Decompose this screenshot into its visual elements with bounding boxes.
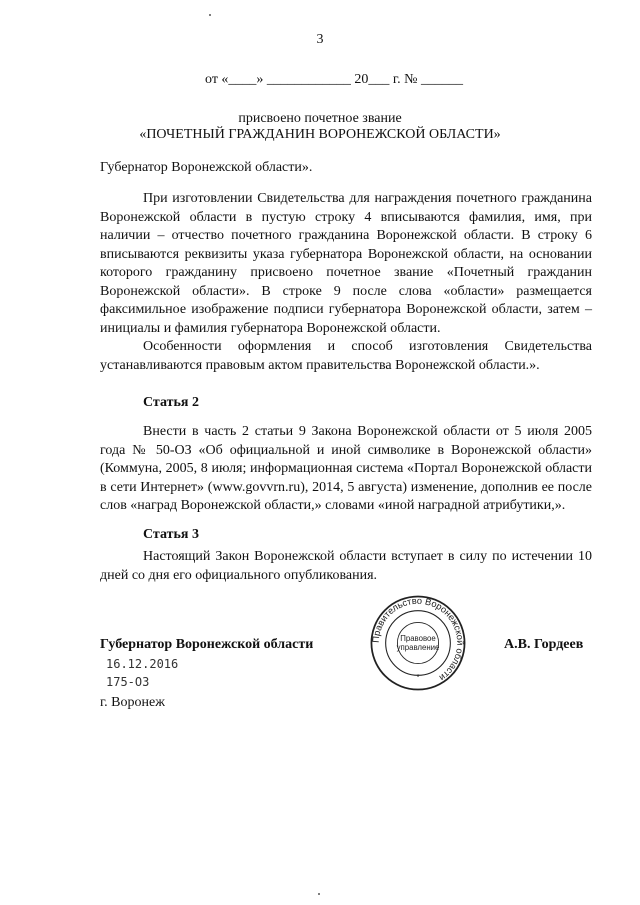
scan-speck [318,893,320,895]
date-number-line: от «____» ____________ 20___ г. № ______ [205,72,463,87]
body-paragraph-2: Особенности оформления и способ изготовления Свидетельства устанавливаются правовым актом правительства Воронежской области.». [100,339,592,373]
law-number: 175-ОЗ [106,675,150,689]
official-stamp [369,594,467,692]
signature-name: А.В. Гордеев [504,637,584,652]
page-number: 3 [316,32,324,47]
scan-speck [209,14,211,16]
article-2-text: Внести в часть 2 статьи 9 Закона Воронежской области от 5 июля 2005 года № 50-ОЗ «Об официальной и иной символике в Воронежской области» (Коммуна, 2005, 8 июля; информационная система «Портал Воронежской области в сети Интернет» (www.govvrn.ru), 2014, 5 августа) изменение, дополнив ее после слов «наград Воронежской области,» словами «иной наградной атрибутики,». [100,424,592,513]
governor-line: Губернатор Воронежской области». [100,160,313,175]
signature-title: Губернатор Воронежской области [100,637,314,652]
title-line-1: присвоено почетное звание [238,111,402,126]
article-3-text: Настоящий Закон Воронежской области вступает в силу по истечении 10 дней со дня его официального опубликования. [100,549,592,583]
city: г. Воронеж [100,695,165,710]
article-3-block [100,548,592,585]
stamp-inner-line-1: Правовое [400,634,436,644]
title-line-2: «ПОЧЕТНЫЙ ГРАЖДАНИН ВОРОНЕЖСКОЙ ОБЛАСТИ» [139,127,501,142]
body-paragraphs [100,190,592,375]
body-paragraph-1: При изготовлении Свидетельства для награждения почетного гражданина Воронежской области в пустую строку 4 вписываются фамилия, имя, при наличии – отчество почетного гражданина Воронежской области. В строку 6 вписываются реквизиты указа губернатора Воронежской области, на основании которого гражданину присвоено почетное звание «Почетный гражданин Воронежской области». В строке 9 после слова «области» размещается факсимильное изображение подписи губернатора Воронежской области, затем – инициалы и фамилия губернатора Воронежской области. [100,191,592,336]
article-3-heading: Статья 3 [143,527,199,542]
law-date: 16.12.2016 [106,657,179,671]
article-2-block [100,423,592,516]
stamp-inner-line-2: управление [396,642,440,652]
stamp-outer-text: Правительство Воронежской области [370,595,466,683]
stamp-bottom-mark: * [416,673,420,683]
article-2-heading: Статья 2 [143,395,199,410]
